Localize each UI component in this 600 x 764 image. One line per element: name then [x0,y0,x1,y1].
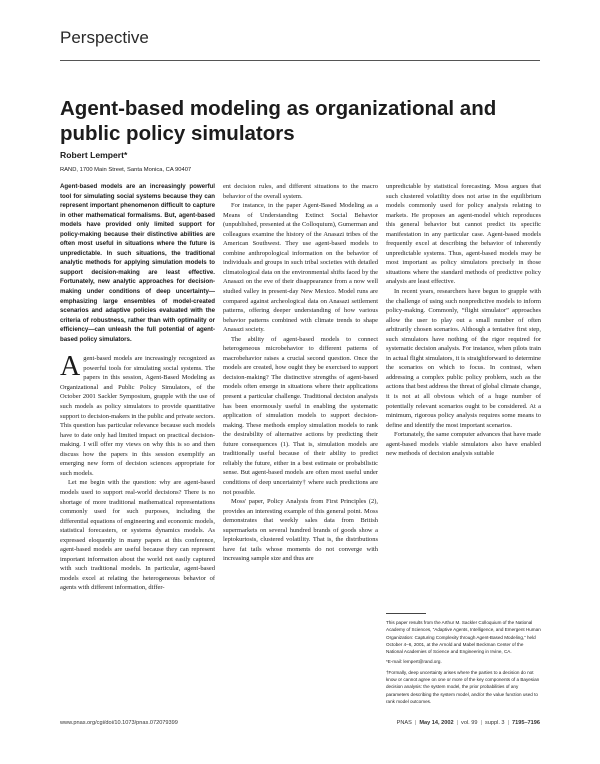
intro-paragraph [60,351,215,478]
footnote-colloquium: This paper results from the Arthur M. Sackler Colloquium of the National Academy of Sciences, “Adaptive Agents, Intelligence, and Emergent Human Organization: Capturing Complexity through Agent-Based Modeling,” held October 4–6, 2001, at the Arnold and Mabel Beckman Center of the National Academies of Science and Engineering in Irvine, CA. [386,620,541,655]
column-3-body [386,182,541,610]
footnotes [386,619,541,705]
body-paragraph: In recent years, researchers have begun to grapple with the challenge of using such nonpredictive models to inform policy-making. Commonly, “flight simulator” approaches allow the user to play out a small number of often arbitrarily chosen scenarios. Although a tentative first step, such simulators have nothing of the rigor required for systematic decision analysis. For instance, when pilots train in actual flight simulators, it is straightforward to determine the scenarios on which to focus. In contrast, when addressing a complex public policy problem, such as the actions that best address the threat of global climate change, it is not at all obvious which of a huge number of potentially relevant scenarios ought to be considered. At a minimum, rigorous policy analysis requires some means to define and identify the most important scenarios. [386,288,541,429]
body-paragraph: unpredictable by statistical forecasting. Moss argues that such clustered volatility does not arise in the equilibrium models commonly used for policy analysis relating to markets. He proposes an agent-model which reproduces this general behavior but cannot predict its specific manifestation in any particular case. Agent-based models frequently excel at describing the behavior of inherently unpredictable systems. Thus, agent-based models may be most important as policy simulators precisely in those situations where the standard methods of predictive policy analysis are least effective. [386,183,541,286]
body-paragraph: For instance, in the paper Agent-Based Modeling as a Means of Understanding Extinct Social Behavior (unpublished, presented at the Colloquium), Gumerman and colleagues examine the history of the Anasazi tribes of the American Southwest. They use agent-based models to combine anthropological information on the behavior of individuals and groups in such tribal societies with detailed climatological data on the environmental shifts faced by the Anasazi on the eve of their disappearance from a now well studied valley in present-day New Mexico. Model runs are compared against archeological data on Anasazi settlement patterns, offering deeper understanding of how various behavior patterns combined with climate trends to shape Anasazi society. [223,202,378,334]
citation-info: PNAS | May 14, 2002 | vol. 99 | suppl. 3 | 7195–7196 [396,720,540,726]
footnote-deep-uncertainty: †Formally, deep uncertainty arises where the parties to a decision do not know or cannot agree on one or more of the key components of a Bayesian decision analysis: the system model, the prior probabilities of any parameters describing the system model, and/or the value function used to rank model outcomes. [386,669,540,704]
body-paragraph: ent decision rules, and different situations to the macro behavior of the overall system. [223,183,378,200]
article-title: Agent-based modeling as organizational and public policy simulators [60,97,497,145]
author-affiliation: RAND, 1700 Main Street, Santa Monica, CA 90407 [60,167,192,173]
column-3 [386,182,541,708]
journal-name: PNAS [396,720,412,726]
header-rule [60,60,540,61]
doi-link[interactable]: www.pnas.org/cgi/doi/10.1073/pnas.072079399 [60,720,178,726]
author-name: Robert Lempert* [60,150,128,160]
body-paragraph: Let me begin with the question: why are agent-based models used to support real-world decisions? There is no shortage of more traditional mathematical representations commonly used for such purposes, including the differential equations of engineering and economic models, statistical forecasters, or systems dynamics models. As expressed eloquently in many papers at this conference, agent-based models are useful because they can represent important information about the world not easily captured with such traditional models. In particular, agent-based models excel at relating the heterogeneous behavior of agents with different information, differ- [60,479,215,592]
abstract: Agent-based models are an increasingly powerful tool for simulating social systems because they can represent important phenomenon difficult to capture in other mathematical formalisms. But, agent-based models have provided only limited support for policy-making because their distinctive abilities are often most useful in situations where the future is unpredictable. In such situations, the traditional analytic methods for applying simulation models to support decision-making are least effective. Fortunately, new analytic approaches for decision-making under conditions of deep uncertainty—emphasizing large ensembles of model-created scenarios and adaptive policies evaluated with the criteria of robustness, rather than with optimality or efficiency—can unleash the full potential of agent-based policy simulators. [60,183,215,343]
page-range: 7195–7196 [512,720,540,726]
footnote-rule [386,613,426,614]
footnote-email: *E-mail: lempert@rand.org. [386,659,442,665]
body-paragraph: Fortunately, the same computer advances that have made agent-based models viable simulators also have enabled new methods of decision analysis suitable [386,431,541,458]
section-label: Perspective [60,28,149,47]
body-paragraph: The ability of agent-based models to connect heterogeneous microbehavior to different patterns of macrobehavior raises a crucial second question. Once the models are created, how ought they be exercised to support decision-making? The distinctive strengths of agent-based models often emerge in situations where their applications present a particular challenge. Traditional decision analysis has been enormously useful in enabling the systematic application of simulation models to support decision-making. These methods employ simulation models to rank the desirability of alternative actions by predicting their future consequences (1). That is, simulation models are traditionally useful because of their ability to predict reliably the future, either in a best estimate or probabilistic sense. But agent-based models are often most useful under conditions of deep uncertainty† where such predictions are not possible. [223,335,378,496]
column-2 [223,182,378,564]
intro-text: gent-based models are increasingly recognized as powerful tools for simulating social systems. The papers in this session, Agent-Based Modeling as Organizational and Public Policy Simulators, of the October 2001 Sackler Symposium, grapple with the use of such models as policy simulators to provide quantitative support to decision-makers in the public and private sectors. This question has particular relevance because such models have to date only had limited impact on practical decision-making. I will offer my views on why this is so and then discuss how the papers in this session exemplify an emerging new form of decision sciences appropriate for such models. [60,355,215,477]
supplement: suppl. 3 [484,720,505,726]
drop-cap: A [60,351,81,383]
volume: vol. 99 [461,720,478,726]
column-1 [60,182,215,593]
issue-date: May 14, 2002 [419,720,454,726]
body-paragraph: Moss' paper, Policy Analysis from First Principles (2), provides an interesting example of this general point. Moss demonstrates that weekly sales data from British supermarkets on several hundred brands of goods show a leptokurtosis, clustered volatility. That is, the distributions have fat tails whose moments do not converge with increasing sample size and thus are [223,498,378,563]
